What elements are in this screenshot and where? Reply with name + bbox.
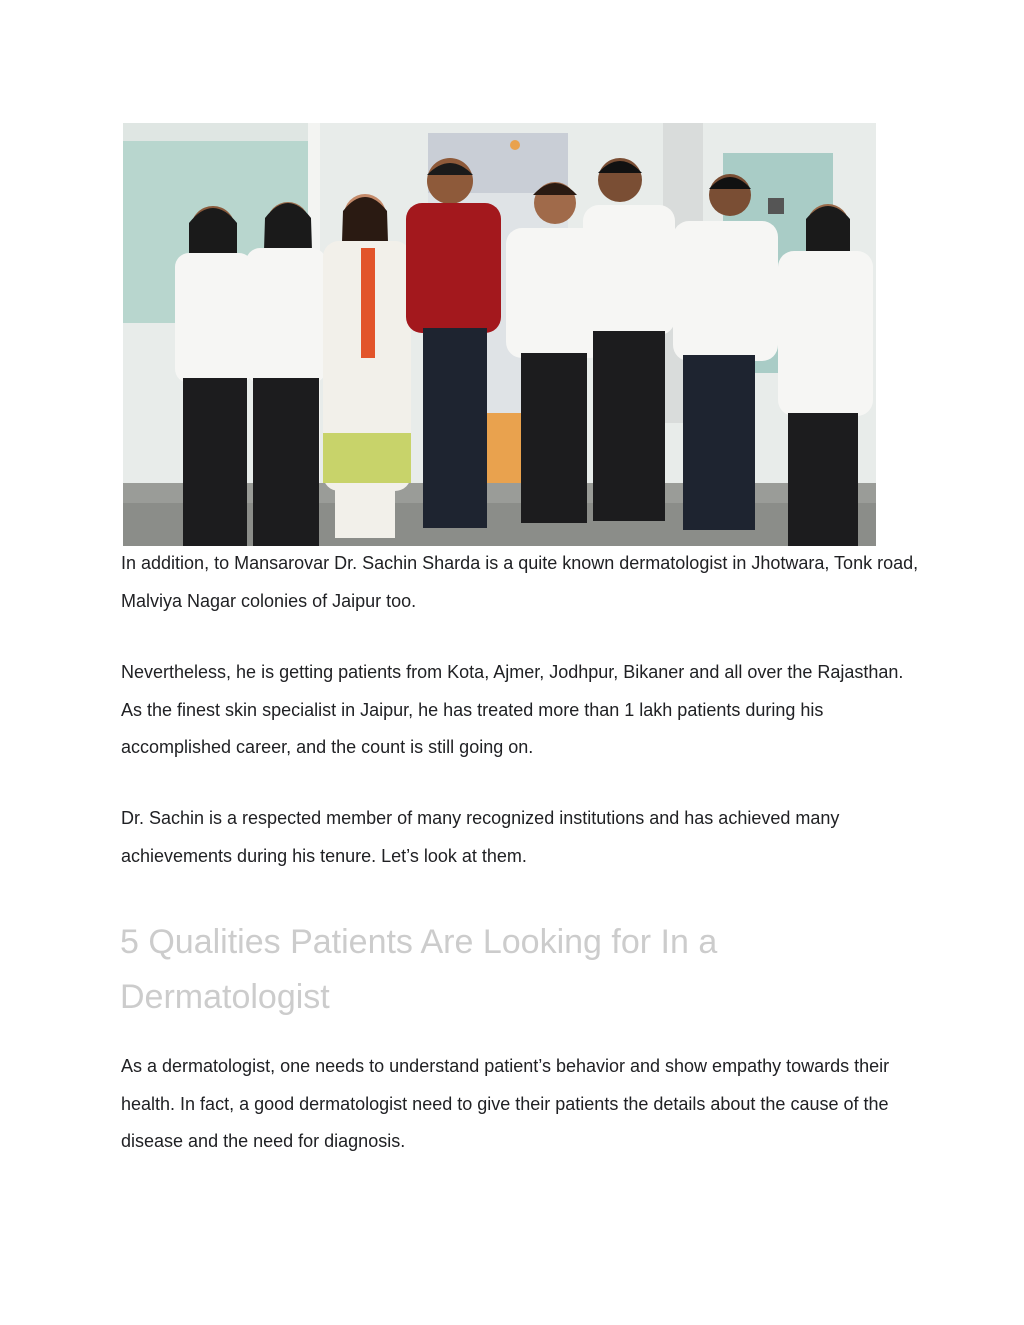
group-photo [123, 123, 876, 546]
paragraph-memberships: Dr. Sachin is a respected member of many recognized institutions and has achieved many achievements during his tenure. Let’s look at them. [121, 808, 840, 866]
paragraph-patients-reach: Nevertheless, he is getting patients from Kota, Ajmer, Jodhpur, Bikaner and all over the Rajasthan. As the finest skin specialist in Jaipur, he has treated more than 1 lakh patients during his accomplished career, and the count is still going on. [121, 662, 904, 757]
section-heading: 5 Qualities Patients Are Looking for In a Dermatologist [120, 923, 718, 1016]
paragraph-empathy: As a dermatologist, one needs to understand patient’s behavior and show empathy towards their health. In fact, a good dermatologist need to give their patients the details about the cause of the disease and the need for diagnosis. [121, 1056, 890, 1151]
paragraph-mansarovar: In addition, to Mansarovar Dr. Sachin Sharda is a quite known dermatologist in Jhotwara, Tonk road, Malviya Nagar colonies of Jaipur too. [121, 553, 919, 611]
group-photo-illustration [123, 123, 876, 546]
